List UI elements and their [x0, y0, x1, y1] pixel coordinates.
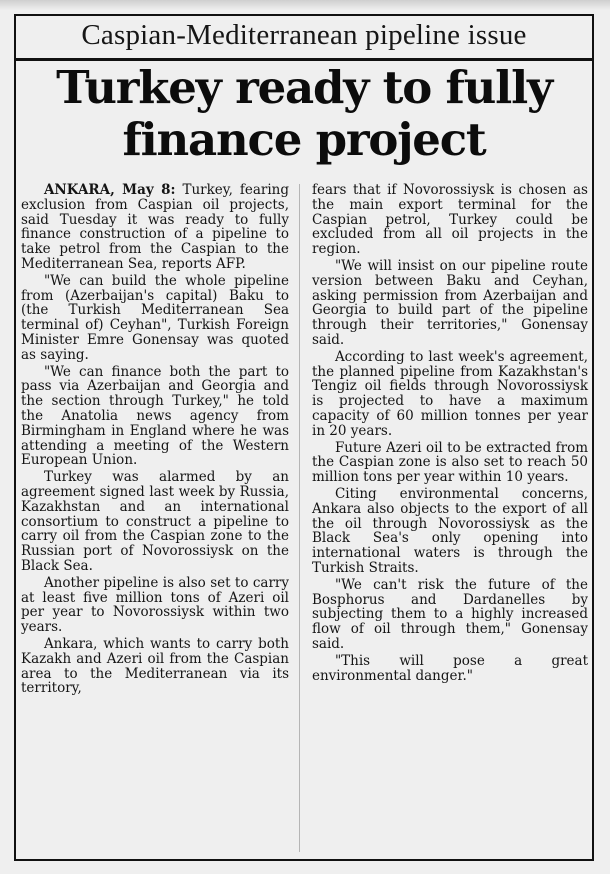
- article-paragraph: "We can finance both the part to pass via Azerbaijan and Georgia and the section through Turkey," he told the Anatolia news agency from Birmingham in England where he was attending a meeting of the Western European Union.: [21, 363, 289, 469]
- article-dateline: ANKARA, May 8:: [43, 182, 176, 198]
- article-paragraph: Ankara, which wants to carry both Kazakh and Azeri oil from the Caspian area to the Mediterranean via its territory,: [21, 635, 289, 697]
- headline-line-1: Turkey ready to fully: [56, 61, 552, 114]
- article-paragraph: "We can build the whole pipeline from (Azerbaijan's capital) Baku to (the Turkish Mediterranean Sea terminal of) Ceyhan", Turkish Foreign Minister Emre Gonensay was quoted as saying.: [21, 272, 289, 363]
- article-paragraph: [21, 183, 289, 272]
- headline-line-2: finance project: [122, 113, 486, 166]
- article-column-left: [21, 183, 289, 696]
- article-headline: [14, 62, 594, 166]
- article-paragraph: Another pipeline is also set to carry at least five million tons of Azeri oil per year to Novorossiysk within two years.: [21, 574, 289, 636]
- article-paragraph: "We will insist on our pipeline route version between Baku and Ceyhan, asking permission from Azerbaijan and Georgia to build part of the pipeline through their territories," Gonensay said.: [312, 257, 588, 348]
- article-paragraph: "We can't risk the future of the Bosphorus and Dardanelles by subjecting them to a highly increased flow of oil through them," Gonensay said.: [312, 576, 588, 652]
- article-paragraph: Future Azeri oil to be extracted from the Caspian zone is also set to reach 50 million tons per year within 10 years.: [312, 439, 588, 486]
- article-paragraph: According to last week's agreement, the planned pipeline from Kazakhstan's Tengiz oil fields through Novorossiysk is projected to have a maximum capacity of 60 million tonnes per year in 20 years.: [312, 348, 588, 439]
- article-column-right: [312, 183, 588, 683]
- article-paragraph: Turkey was alarmed by an agreement signed last week by Russia, Kazakhstan and an international consortium to construct a pipeline to carry oil from the Caspian zone to the Russian port of Novorossiysk on the Black Sea.: [21, 469, 289, 574]
- article-paragraph: fears that if Novorossiysk is chosen as the main export terminal for the Caspian petrol, Turkey could be excluded from all oil projects in the region.: [312, 182, 588, 258]
- article-kicker: Caspian-Mediterranean pipeline issue: [81, 19, 527, 51]
- article-paragraph: "This will pose a great environmental danger.": [312, 652, 588, 684]
- paragraph-text: Turkey, fearing exclusion from Caspian oil projects, said Tuesday it was ready to fully finance construction of a pipeline to take petrol from the Caspian to the Mediterranean Sea, reports AFP.: [21, 182, 289, 272]
- article-paragraph: Citing environmental concerns, Ankara also objects to the export of all the oil through Novorossiysk as the Black Sea's only opening into international waters is through the Turkish Straits.: [312, 485, 588, 576]
- column-divider: [299, 184, 300, 852]
- clipping-top-edge: [0, 0, 610, 10]
